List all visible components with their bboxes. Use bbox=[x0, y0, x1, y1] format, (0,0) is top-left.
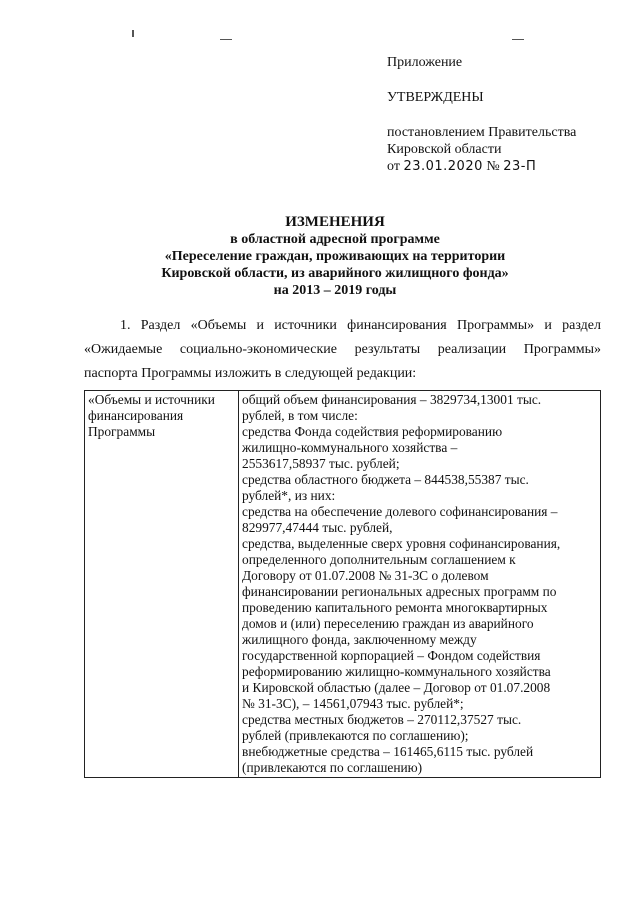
scan-mark bbox=[220, 39, 232, 40]
right-cell-line: домов и (или) переселению граждан из аварийного bbox=[242, 616, 534, 631]
right-cell-line: средства, выделенные сверх уровня софинансирования, bbox=[242, 536, 561, 551]
right-cell bbox=[239, 391, 601, 778]
intro-line-2: «Ожидаемые социально-экономические результаты реализации Программы» bbox=[84, 342, 601, 357]
right-cell-line: 829977,47444 тыс. рублей, bbox=[242, 520, 393, 535]
decree-date-line bbox=[387, 158, 627, 175]
approval-block bbox=[387, 54, 627, 175]
right-cell-line: средства местных бюджетов – 270112,37527 тыс. bbox=[242, 712, 522, 727]
decree-date-prefix: от bbox=[387, 159, 400, 174]
left-cell-line: Программы bbox=[88, 424, 156, 439]
title-line-5: на 2013 – 2019 годы bbox=[273, 283, 397, 298]
right-cell-line: проведению капитального ремонта многоквартирных bbox=[242, 600, 548, 615]
intro-paragraph bbox=[84, 314, 601, 386]
right-cell-line: государственной корпорацией – Фондом содействия bbox=[242, 648, 541, 663]
scan-mark bbox=[512, 39, 524, 40]
scan-mark bbox=[132, 30, 134, 37]
passport-table bbox=[84, 390, 601, 778]
decree-line-2: Кировской области bbox=[387, 142, 502, 157]
intro-line-1: 1. Раздел «Объемы и источники финансирования Программы» и раздел bbox=[120, 318, 601, 333]
intro-line-3: паспорта Программы изложить в следующей редакции: bbox=[84, 366, 417, 381]
right-cell-line: (привлекаются по соглашению) bbox=[242, 760, 423, 775]
table-row bbox=[85, 391, 601, 778]
right-cell-line: рублей*, из них: bbox=[242, 488, 336, 503]
right-cell-line: и Кировской областью (далее – Договор от 01.07.2008 bbox=[242, 680, 551, 695]
title-line-2: в областной адресной программе bbox=[230, 232, 440, 247]
right-cell-line: финансировании региональных адресных программ по bbox=[242, 584, 557, 599]
title-line-3: «Переселение граждан, проживающих на территории bbox=[164, 249, 506, 264]
title-line-1: ИЗМЕНЕНИЯ bbox=[285, 214, 385, 230]
attachment-label: Приложение bbox=[387, 55, 463, 70]
right-cell-line: средства Фонда содействия реформированию bbox=[242, 424, 503, 439]
right-cell-line: жилищного фонда, заключенному между bbox=[242, 632, 477, 647]
right-cell-line: № 31-3С), – 14561,07943 тыс. рублей*; bbox=[242, 696, 464, 711]
right-cell-line: 2553617,58937 тыс. рублей; bbox=[242, 456, 400, 471]
left-cell-line: финансирования bbox=[88, 408, 184, 423]
decree-number-sign: № bbox=[486, 159, 500, 174]
right-cell-line: реформированию жилищно-коммунального хозяйства bbox=[242, 664, 551, 679]
decree-number: 23-П bbox=[503, 159, 537, 174]
right-cell-line: внебюджетные средства – 161465,6115 тыс. рублей bbox=[242, 744, 534, 759]
right-cell-line: жилищно-коммунального хозяйства – bbox=[242, 440, 458, 455]
document-title bbox=[60, 214, 610, 299]
right-cell-line: рублей (привлекаются по соглашению); bbox=[242, 728, 469, 743]
right-cell-line: общий объем финансирования – 3829734,13001 тыс. bbox=[242, 392, 542, 407]
left-cell-line: «Объемы и источники bbox=[88, 392, 215, 407]
right-cell-line: определенного дополнительным соглашением к bbox=[242, 552, 516, 567]
right-cell-line: рублей, в том числе: bbox=[242, 408, 358, 423]
decree-date: 23.01.2020 bbox=[403, 159, 483, 174]
right-cell-line: средства на обеспечение долевого софинансирования – bbox=[242, 504, 558, 519]
title-line-4: Кировской области, из аварийного жилищного фонда» bbox=[161, 266, 509, 281]
left-cell bbox=[85, 391, 239, 778]
approved-label: УТВЕРЖДЕНЫ bbox=[387, 90, 484, 105]
right-cell-line: средства областного бюджета – 844538,55387 тыс. bbox=[242, 472, 529, 487]
right-cell-line: Договору от 01.07.2008 № 31-3С о долевом bbox=[242, 568, 489, 583]
decree-line-1: постановлением Правительства bbox=[387, 125, 577, 140]
